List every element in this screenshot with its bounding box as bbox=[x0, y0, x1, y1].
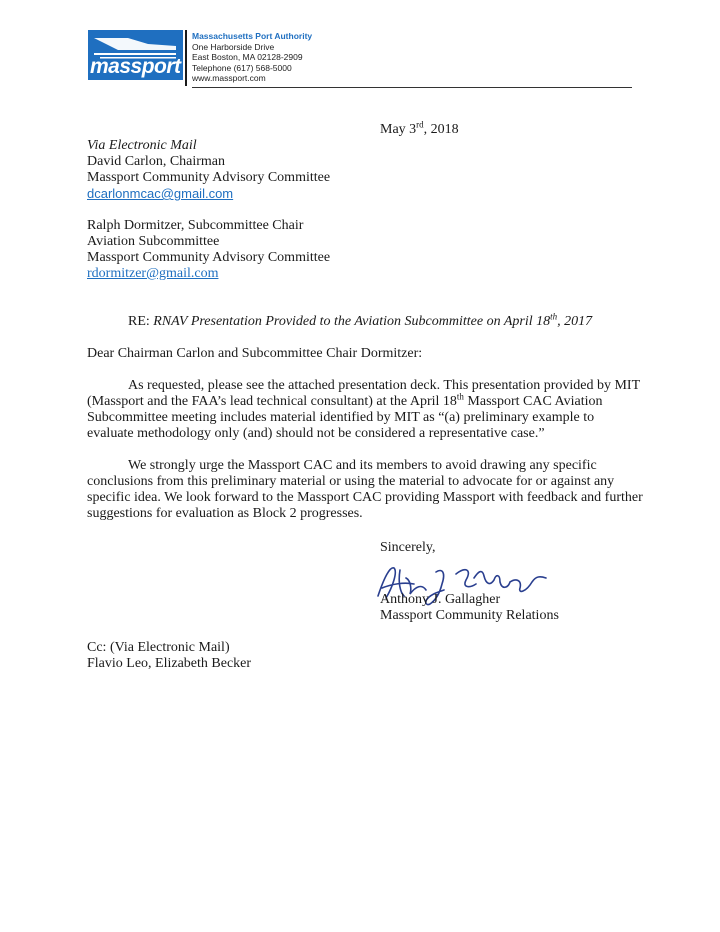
cc-label: Cc: (Via Electronic Mail) bbox=[87, 640, 230, 655]
address-line-1: One Harborside Drive bbox=[192, 41, 275, 52]
org-name: Massachusetts Port Authority bbox=[192, 31, 313, 41]
recipient-1-org: Massport Community Advisory Committee bbox=[87, 170, 331, 185]
body-paragraph-1: As requested, please see the attached presentation deck. This presentation provided by MIT (Massport and the FAA’s lead technical consultant) at the April 18th Massport CAC Aviation Subcommittee meeting includes material identified by MIT as “(a) preliminary example to evaluate methodology only (and) should not be considered a representative case.” bbox=[87, 378, 640, 441]
delivery-method: Via Electronic Mail bbox=[87, 138, 197, 153]
letterhead-divider bbox=[185, 30, 187, 86]
recipient-2-org: Massport Community Advisory Committee bbox=[87, 250, 331, 265]
massport-logo bbox=[88, 30, 183, 80]
website: www.massport.com bbox=[192, 73, 266, 83]
recipient-2-email-link[interactable]: rdormitzer@gmail.com bbox=[87, 266, 219, 281]
phone: Telephone (617) 568-5000 bbox=[192, 62, 292, 73]
signer-title: Massport Community Relations bbox=[380, 608, 559, 623]
logo-wordmark: massport bbox=[90, 55, 181, 78]
letterhead-rule bbox=[192, 87, 632, 88]
recipient-2-name: Ralph Dormitzer, Subcommittee Chair bbox=[87, 218, 304, 233]
subject-line: RE: RNAV Presentation Provided to the Aviation Subcommittee on April 18th, 2017 bbox=[128, 311, 593, 329]
salutation: Dear Chairman Carlon and Subcommittee Chair Dormitzer: bbox=[87, 346, 423, 361]
cc-recipients: Flavio Leo, Elizabeth Becker bbox=[87, 656, 252, 671]
recipient-1-name: David Carlon, Chairman bbox=[87, 154, 226, 169]
letter-date: May 3rd, 2018 bbox=[380, 119, 459, 137]
recipient-2-dept: Aviation Subcommittee bbox=[87, 234, 220, 249]
recipient-1-email-link[interactable]: dcarlonmcac@gmail.com bbox=[87, 186, 234, 201]
closing: Sincerely, bbox=[380, 540, 436, 555]
body-paragraph-2: We strongly urge the Massport CAC and its members to avoid drawing any specific conclusions from this preliminary material or using the material to advocate for or against any specific idea. We look forward to the Massport CAC providing Massport with feedback and further suggestions for evaluation as Block 2 progresses. bbox=[87, 458, 643, 521]
address-line-2: East Boston, MA 02128-2909 bbox=[192, 52, 303, 62]
signer-name: Anthony J. Gallagher bbox=[380, 592, 501, 607]
letterhead-address bbox=[192, 31, 312, 84]
